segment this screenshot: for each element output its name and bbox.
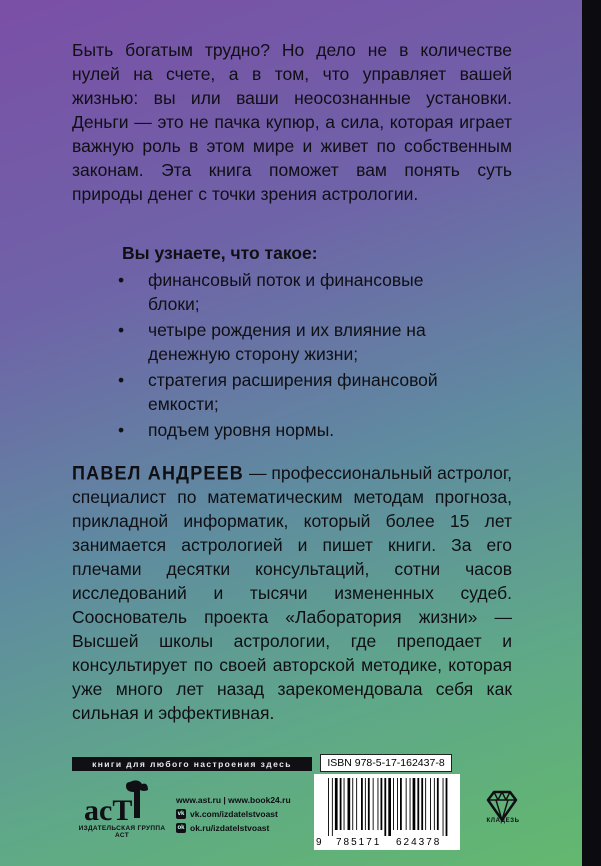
learn-heading: Вы узнаете, что такое: bbox=[122, 243, 318, 263]
barcode: 9 785171 624378 bbox=[314, 774, 460, 850]
list-item: • стратегия расширения финансовой емкости; bbox=[118, 370, 438, 414]
ok-icon: ok bbox=[177, 825, 185, 831]
intro-paragraph: Быть богатым трудно? Но дело не в количестве нулей на счете, а в том, что управляет вашей жизнью: вы или ваши неосознанные установки. Деньги — это не пачка купюр, а сила, которая играет важную роль в этом мире и живет по собственным законам. Эта книга поможет вам понять суть природы денег с точки зрения астрологии. bbox=[72, 40, 512, 204]
spine-edge bbox=[582, 0, 601, 866]
vk-icon: vk bbox=[177, 811, 185, 817]
ok-link-row bbox=[176, 821, 291, 835]
bullet-icon: • bbox=[118, 320, 125, 340]
author-paragraph bbox=[72, 461, 512, 725]
web-link-row bbox=[176, 793, 291, 807]
barcode-bars-icon bbox=[326, 778, 452, 836]
author-bio: — профессиональный астролог, специалист по математическим методам прогноза, прикладной информатик, который более 15 лет занимается астрологией и пишет книги. За его плечами десятки консультаций, сотни часов исследований и тысячи измененных судеб. Сооснователь проекта «Лаборатория жизни» — Высшей школы астрологии, где преподает и консультирует по своей авторской методике, которая уже много лет назад зарекомендовала себя как сильная и эффективная. bbox=[72, 463, 512, 723]
learn-list bbox=[118, 268, 458, 444]
list-item: • четыре рождения и их влияние на денежную сторону жизни; bbox=[118, 320, 426, 364]
ok-link[interactable]: ok.ru/izdatelstvoast bbox=[190, 823, 270, 833]
publisher-links bbox=[176, 793, 291, 835]
imprint-label: КЛАДЕЗЬ bbox=[486, 818, 520, 824]
kladez-logo-icon bbox=[484, 780, 520, 832]
bullet-icon: • bbox=[118, 370, 125, 390]
vk-link[interactable]: vk.com/izdatelstvoast bbox=[190, 809, 278, 819]
bullet-icon: • bbox=[118, 270, 125, 290]
publisher-caption: ИЗДАТЕЛЬСКАЯ ГРУППА АСТ bbox=[78, 825, 166, 839]
ast-logo-text: acT bbox=[84, 794, 133, 827]
author-name: ПАВЕЛ АНДРЕЕВ bbox=[72, 462, 245, 484]
list-item: • финансовый поток и финансовые блоки; bbox=[118, 270, 424, 314]
tagline-banner: книги для любого настроения здесь bbox=[72, 757, 312, 771]
bullet-icon: • bbox=[118, 420, 125, 440]
vk-link-row bbox=[176, 807, 291, 821]
web-link[interactable]: www.ast.ru | www.book24.ru bbox=[176, 795, 291, 805]
ast-logo-icon bbox=[82, 778, 154, 828]
isbn-label: ISBN 978-5-17-162437-8 bbox=[320, 754, 452, 772]
list-item: • подъем уровня нормы. bbox=[118, 420, 335, 440]
